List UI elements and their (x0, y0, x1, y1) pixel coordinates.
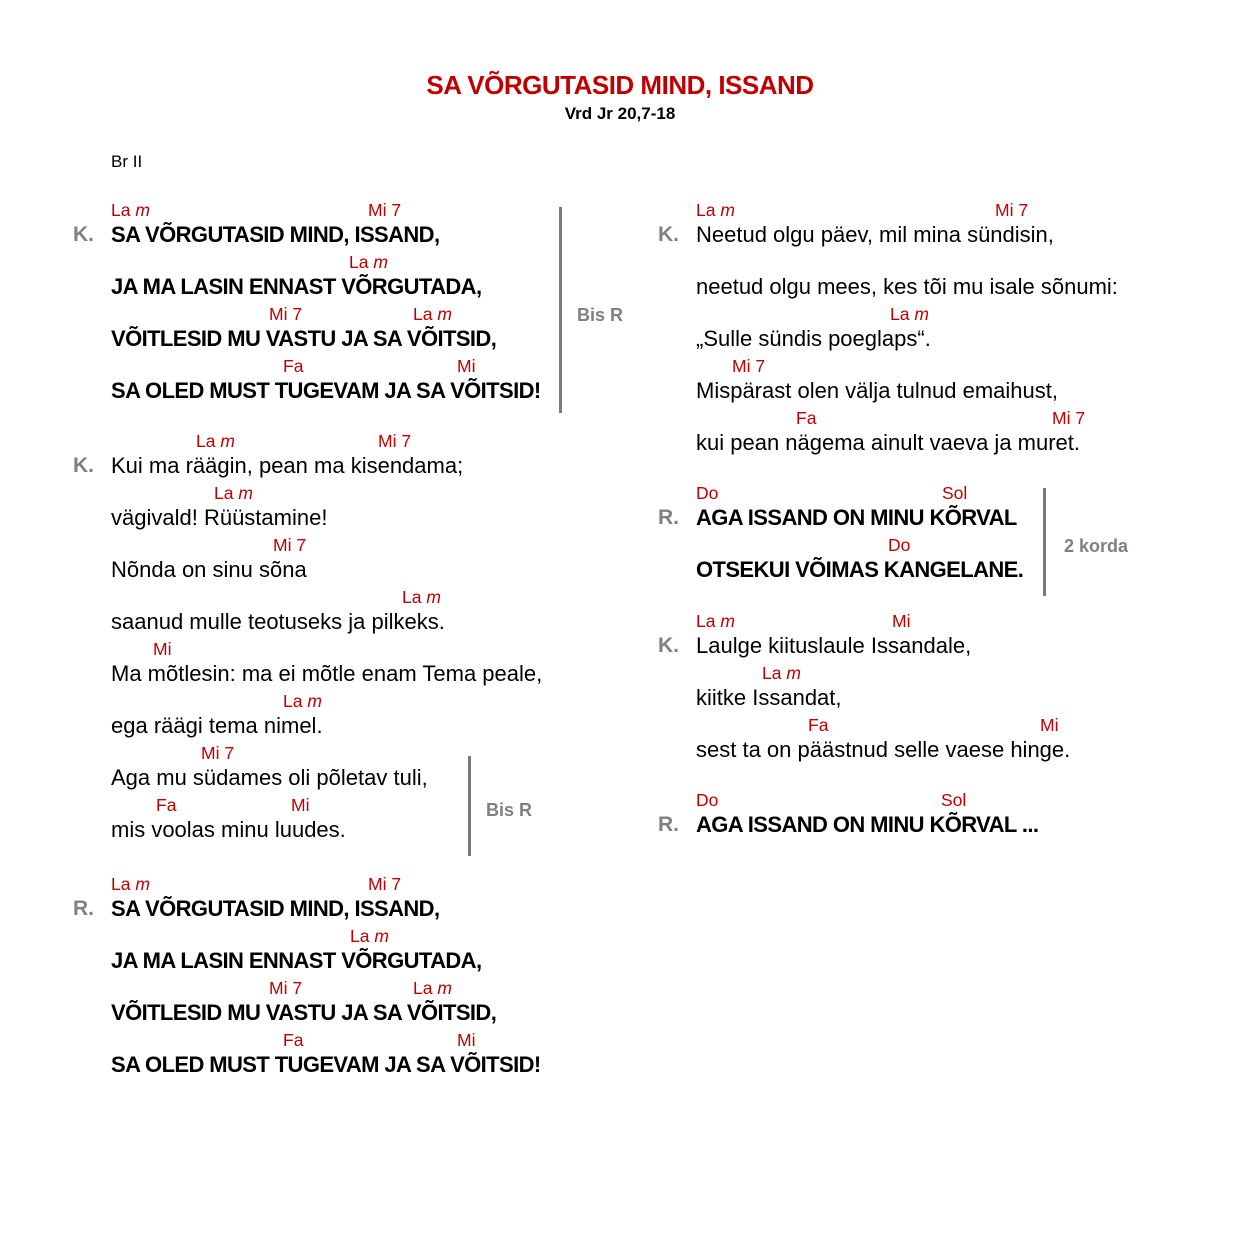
chord-row (696, 713, 1070, 735)
chord (696, 200, 735, 221)
chord-row (696, 788, 1038, 810)
chord-name: Mi (291, 795, 310, 815)
chord-quality: m (914, 304, 929, 324)
chord-row (696, 609, 1070, 631)
chord (111, 200, 150, 221)
chord-name: Fa (283, 356, 304, 376)
chord (1052, 408, 1085, 429)
chord-quality: m (374, 926, 389, 946)
section-marker: R. (658, 813, 679, 836)
chord-row (111, 250, 541, 272)
chord (696, 483, 718, 504)
chord-name: Mi 7 (1052, 408, 1086, 428)
chord (457, 356, 475, 377)
chord-name: Mi 7 (269, 978, 303, 998)
chord-row (111, 585, 542, 607)
chord-row (111, 689, 542, 711)
chord (153, 639, 171, 660)
chord (156, 795, 176, 816)
chord-row (111, 533, 542, 555)
chord-quality: m (220, 431, 235, 451)
bis-bracket (559, 207, 562, 413)
verse-block (658, 198, 1118, 458)
lyric-line (111, 793, 542, 845)
chord-name: Fa (283, 1030, 304, 1050)
lyric-text: Laulge kiituslaule Issandale, (696, 633, 972, 658)
chord (413, 978, 452, 999)
lyric-line (111, 481, 542, 533)
lyric-line (696, 713, 1070, 765)
chord-name: Mi 7 (273, 535, 307, 555)
lyric-line (111, 585, 542, 637)
section-marker: K. (658, 634, 679, 657)
chord-name: Fa (156, 795, 177, 815)
chord (291, 795, 309, 816)
chord-name: Mi (153, 639, 172, 659)
chord-row (111, 354, 541, 376)
chord (111, 874, 150, 895)
section-marker: K. (658, 223, 679, 246)
chord (269, 978, 302, 999)
chord (368, 200, 401, 221)
chord-name: Mi 7 (995, 200, 1029, 220)
lyric-text: mis voolas minu luudes. (111, 817, 346, 842)
chord-quality: m (135, 874, 150, 894)
lyric-text: SA OLED MUST TUGEVAM JA SA VÕITSID! (111, 378, 541, 403)
chord-quality: m (135, 200, 150, 220)
chord-quality: m (238, 483, 253, 503)
chord (214, 483, 253, 504)
chord (413, 304, 452, 325)
chord (732, 356, 765, 377)
section-marker: K. (73, 223, 94, 246)
lyric-text: JA MA LASIN ENNAST VÕRGUTADA, (111, 948, 482, 973)
chord-name: La (111, 200, 131, 220)
chord-row (111, 741, 542, 763)
lyric-line (696, 533, 1023, 585)
lyric-line (658, 788, 1039, 840)
lyric-line (696, 250, 1118, 302)
lyric-line (111, 533, 542, 585)
lyric-text: kiitke Issandat, (696, 685, 842, 710)
chord (696, 790, 718, 811)
chord-name: La (214, 483, 234, 503)
lyric-line (658, 481, 1023, 533)
chord (378, 431, 411, 452)
lyric-line (111, 354, 541, 406)
section-marker: K. (73, 454, 94, 477)
chord-name: Mi (457, 356, 476, 376)
refrain-block (73, 198, 541, 406)
chord-row (696, 354, 1118, 376)
chord-name: La (349, 252, 369, 272)
lyric-text: SA VÕRGUTASID MIND, ISSAND, (111, 896, 440, 921)
chord-name: La (413, 978, 433, 998)
lyric-text: neetud olgu mees, kes tõi mu isale sõnumi: (696, 274, 1118, 299)
chord-name: Sol (942, 483, 968, 503)
lyric-text: Ma mõtlesin: ma ei mõtle enam Tema peale, (111, 661, 543, 686)
chord-row (696, 406, 1118, 428)
chord-name: Do (696, 790, 719, 810)
chord-name: La (350, 926, 370, 946)
lyric-line (111, 741, 542, 793)
chord-name: La (696, 200, 716, 220)
chord-name: La (402, 587, 422, 607)
verse-block (73, 429, 543, 845)
chord (890, 304, 929, 325)
lyric-text: SA VÕRGUTASID MIND, ISSAND, (111, 222, 440, 247)
chord-row (696, 533, 1023, 555)
chord (402, 587, 441, 608)
song-title: SA VÕRGUTASID MIND, ISSAND (426, 70, 814, 100)
chord-quality: m (720, 200, 735, 220)
section-marker: R. (658, 506, 679, 529)
chord-row (111, 198, 541, 220)
chord (283, 1030, 303, 1051)
chord-name: Mi 7 (368, 200, 402, 220)
lyric-text: Aga mu südames oli põletav tuli, (111, 765, 428, 790)
lyric-text: Neetud olgu päev, mil mina sündisin, (696, 222, 1054, 247)
chord (808, 715, 828, 736)
lyric-line (696, 302, 1118, 354)
lyric-text: Nõnda on sinu sõna (111, 557, 307, 582)
lyric-line (111, 1028, 541, 1080)
chord (283, 356, 303, 377)
chord-row (111, 924, 541, 946)
chord-name: Mi 7 (732, 356, 766, 376)
chord-name: La (762, 663, 782, 683)
repeat-bracket (1043, 488, 1046, 596)
chord-name: Fa (796, 408, 817, 428)
lyric-line (111, 976, 541, 1028)
repeat-label: 2 korda (1064, 536, 1129, 556)
chord-quality: m (437, 304, 452, 324)
chord-row (111, 1028, 541, 1050)
lyric-text: saanud mulle teotuseks ja pilkeks. (111, 609, 445, 634)
lyric-line (696, 406, 1118, 458)
lyric-text: AGA ISSAND ON MINU KÕRVAL (696, 505, 1017, 530)
chord-row (111, 976, 541, 998)
chord (457, 1030, 475, 1051)
chord-name: Mi 7 (269, 304, 303, 324)
lyric-text: SA OLED MUST TUGEVAM JA SA VÕITSID! (111, 1052, 541, 1077)
lyric-line (73, 198, 541, 250)
chord-quality: m (426, 587, 441, 607)
chord-name: La (413, 304, 433, 324)
book-note: Br II (111, 152, 143, 171)
lyric-text: VÕITLESID MU VASTU JA SA VÕITSID, (111, 326, 497, 351)
chord (273, 535, 306, 556)
chord-name: Mi (892, 611, 911, 631)
chord-quality: m (307, 691, 322, 711)
chord-name: Mi 7 (201, 743, 235, 763)
chord-name: Do (888, 535, 911, 555)
chord-name: Mi 7 (378, 431, 412, 451)
chord-name: La (283, 691, 303, 711)
lyric-line (111, 637, 542, 689)
chord-quality: m (437, 978, 452, 998)
lyric-line (658, 609, 1070, 661)
lyric-line (111, 689, 542, 741)
chord-row (111, 872, 541, 894)
chord (368, 874, 401, 895)
verse-block (658, 609, 1071, 765)
refrain-block (658, 481, 1024, 585)
lyric-text: kui pean nägema ainult vaeva ja muret. (696, 430, 1081, 455)
lyric-text: ega räägi tema nimel. (111, 713, 323, 738)
lyric-text: Kui ma räägin, pean ma kisendama; (111, 453, 464, 478)
chord (941, 790, 966, 811)
chord (888, 535, 910, 556)
chord-name: Mi (1040, 715, 1059, 735)
chord (696, 611, 735, 632)
refrain-block (658, 788, 1039, 840)
lyric-text: JA MA LASIN ENNAST VÕRGUTADA, (111, 274, 482, 299)
lyric-line (111, 924, 541, 976)
chord-name: La (196, 431, 216, 451)
chord-row (696, 661, 1070, 683)
lyric-text: Mispärast olen välja tulnud emaihust, (696, 378, 1058, 403)
chord-name: Mi 7 (368, 874, 402, 894)
section-marker: R. (73, 897, 94, 920)
chord-row (111, 481, 542, 503)
chord-name: Fa (808, 715, 829, 735)
chord-name: Sol (941, 790, 967, 810)
chord-name: Mi (457, 1030, 476, 1050)
lyric-text: AGA ISSAND ON MINU KÕRVAL ... (696, 812, 1039, 837)
chord-quality: m (373, 252, 388, 272)
chord (196, 431, 235, 452)
chord (349, 252, 388, 273)
chord-quality: m (720, 611, 735, 631)
chord-name: Do (696, 483, 719, 503)
lyric-line (658, 198, 1118, 250)
bis-label: Bis R (577, 305, 624, 325)
chord-row (111, 302, 541, 324)
chord-row (696, 250, 1118, 272)
chord (1040, 715, 1058, 736)
chord-name: La (111, 874, 131, 894)
lyric-text: VÕITLESID MU VASTU JA SA VÕITSID, (111, 1000, 497, 1025)
chord-name: La (890, 304, 910, 324)
chord (995, 200, 1028, 221)
lyric-line (696, 354, 1118, 406)
lyric-line (696, 661, 1070, 713)
chord-row (111, 793, 542, 815)
chord (283, 691, 322, 712)
chord-row (696, 302, 1118, 324)
lyric-text: OTSEKUI VÕIMAS KANGELANE. (696, 557, 1024, 582)
lyric-text: vägivald! Rüüstamine! (111, 505, 328, 530)
chord (350, 926, 389, 947)
refrain-block (73, 872, 541, 1080)
lyric-line (73, 429, 542, 481)
chord-row (696, 198, 1118, 220)
scripture-reference: Vrd Jr 20,7-18 (564, 104, 676, 123)
chord-row (111, 429, 542, 451)
lyric-line (111, 250, 541, 302)
chord (796, 408, 816, 429)
lyric-text: „Sulle sündis poeglaps“. (696, 326, 931, 351)
lyric-line (73, 872, 541, 924)
lyric-line (111, 302, 541, 354)
chord (942, 483, 967, 504)
chord (762, 663, 801, 684)
chord (269, 304, 302, 325)
chord-row (111, 637, 542, 659)
chord-quality: m (786, 663, 801, 683)
bis-label: Bis R (486, 800, 533, 820)
bis-bracket (468, 756, 471, 856)
chord (201, 743, 234, 764)
chord (892, 611, 910, 632)
chord-row (696, 481, 1023, 503)
lyric-text: sest ta on päästnud selle vaese hinge. (696, 737, 1071, 762)
chord-name: La (696, 611, 716, 631)
